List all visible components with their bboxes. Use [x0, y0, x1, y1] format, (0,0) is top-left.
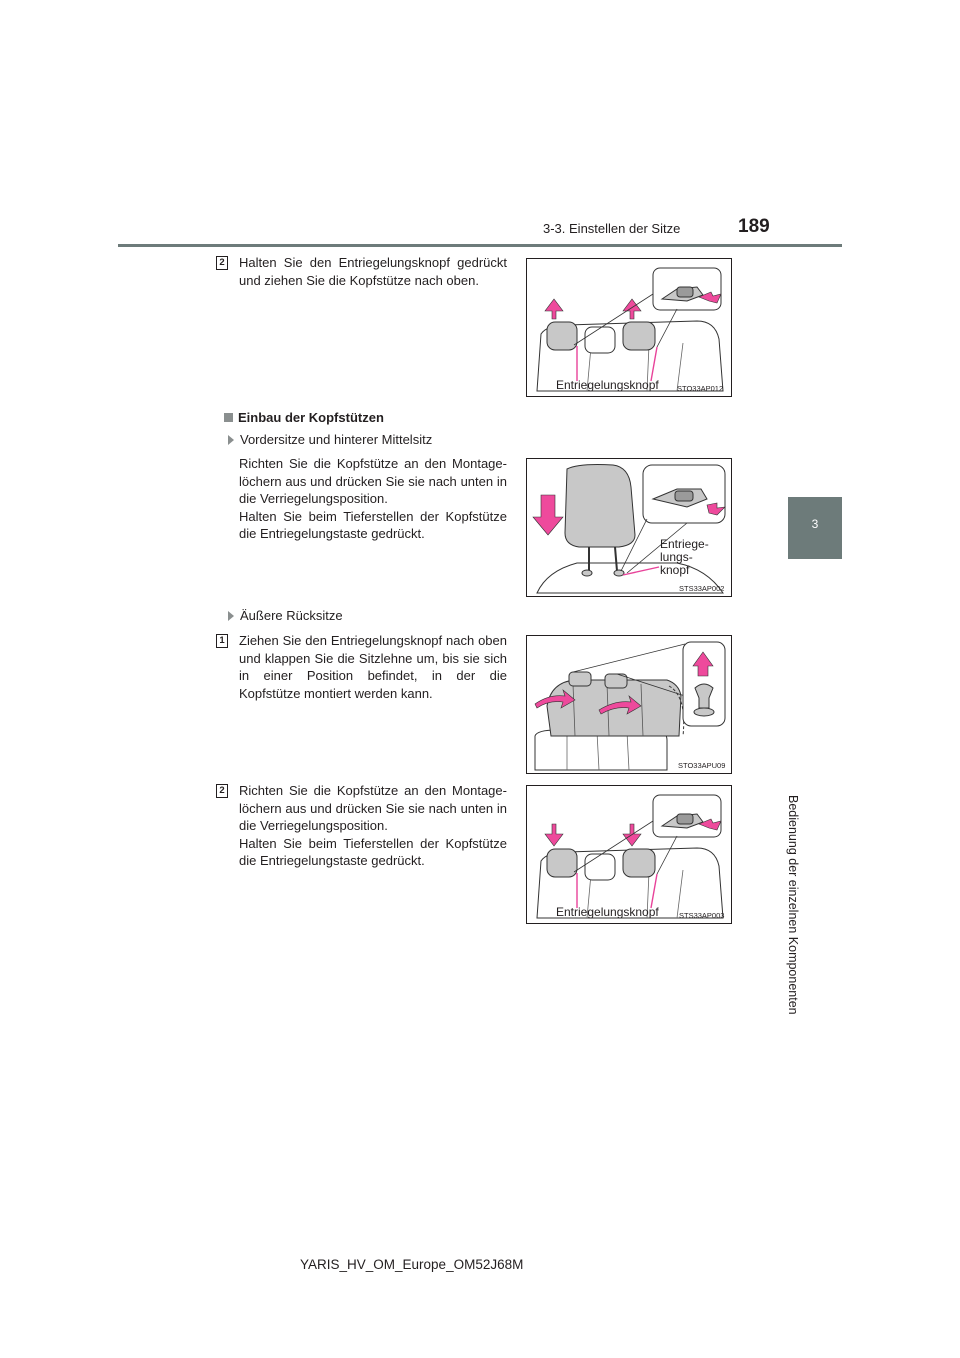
instruction-text	[239, 455, 507, 543]
figure-label-line-2: lungs-	[660, 550, 693, 564]
instruction-line-2: Halten Sie beim Tieferstellen der Kopfstütze die Entriegelungstaste gedrückt.	[239, 835, 507, 868]
figure-illustration	[527, 636, 731, 773]
step-number-badge: 2	[216, 784, 228, 798]
step-text: Ziehen Sie den Entriegelungsknopf nach oben und klappen Sie die Sitzlehne um, bis sie sich in einer Position befindet, in der die Kopfstütze montiert werden kann.	[239, 633, 507, 701]
chapter-tab	[788, 497, 842, 559]
chapter-title-vertical	[786, 565, 800, 1015]
step-number-badge: 1	[216, 634, 228, 648]
figure-install-headrest-front	[526, 458, 732, 597]
figure-fold-rear-seat	[526, 635, 732, 774]
subheading-text: Vordersitze und hinterer Mittelsitz	[240, 432, 433, 447]
figure-code: STO33AP012	[677, 384, 724, 393]
heading-text: Einbau der Kopfstützen	[238, 410, 384, 425]
instruction-line-1: Richten Sie die Kopfstütze an den Montagelöchern aus und drücken Sie sie nach unten in die Verriegelungsposition.	[239, 783, 507, 833]
figure-label-line-3: knopf	[660, 563, 690, 577]
figure-remove-headrest	[526, 258, 732, 397]
figure-code: STS33AP003	[679, 911, 725, 920]
heading-bullet-icon	[224, 413, 233, 422]
instruction-line-2: Halten Sie beim Tieferstellen der Kopfstütze die Entriegelungstaste gedrückt.	[239, 508, 507, 541]
instruction-text	[239, 782, 507, 870]
step-number-badge: 2	[216, 256, 228, 270]
figure-illustration	[527, 259, 731, 396]
chapter-number: 3	[811, 517, 819, 531]
figure-install-headrest-rear	[526, 785, 732, 924]
figure-code: STO33APU09	[678, 761, 726, 770]
page-number: 189	[738, 216, 770, 237]
document-id: YARIS_HV_OM_Europe_OM52J68M	[300, 1257, 524, 1272]
section-title: 3-3. Einstellen der Sitze	[543, 221, 681, 236]
figure-label: Entriegelungsknopf	[556, 378, 659, 392]
figure-code: STS33AP002	[679, 584, 725, 593]
figure-label: Entriegelungsknopf	[556, 905, 659, 919]
triangle-bullet-icon	[228, 611, 234, 621]
triangle-bullet-icon	[228, 435, 234, 445]
subheading	[228, 608, 343, 623]
chapter-title: Bedienung der einzelnen Komponenten	[786, 795, 800, 1015]
step-text: Halten Sie den Entriegelungsknopf gedrückt und ziehen Sie die Kopfstütze nach oben.	[239, 255, 507, 288]
header-rule	[118, 244, 842, 247]
figure-label-line-1: Entriege-	[660, 537, 709, 551]
subheading-text: Äußere Rücksitze	[240, 608, 343, 623]
instruction-line-1: Richten Sie die Kopfstütze an den Montagelöchern aus und drücken Sie sie nach unten in die Verriegelungsposition.	[239, 456, 507, 506]
figure-label	[660, 538, 709, 577]
figure-illustration	[527, 786, 731, 923]
section-heading	[224, 410, 384, 425]
subheading	[228, 432, 432, 447]
